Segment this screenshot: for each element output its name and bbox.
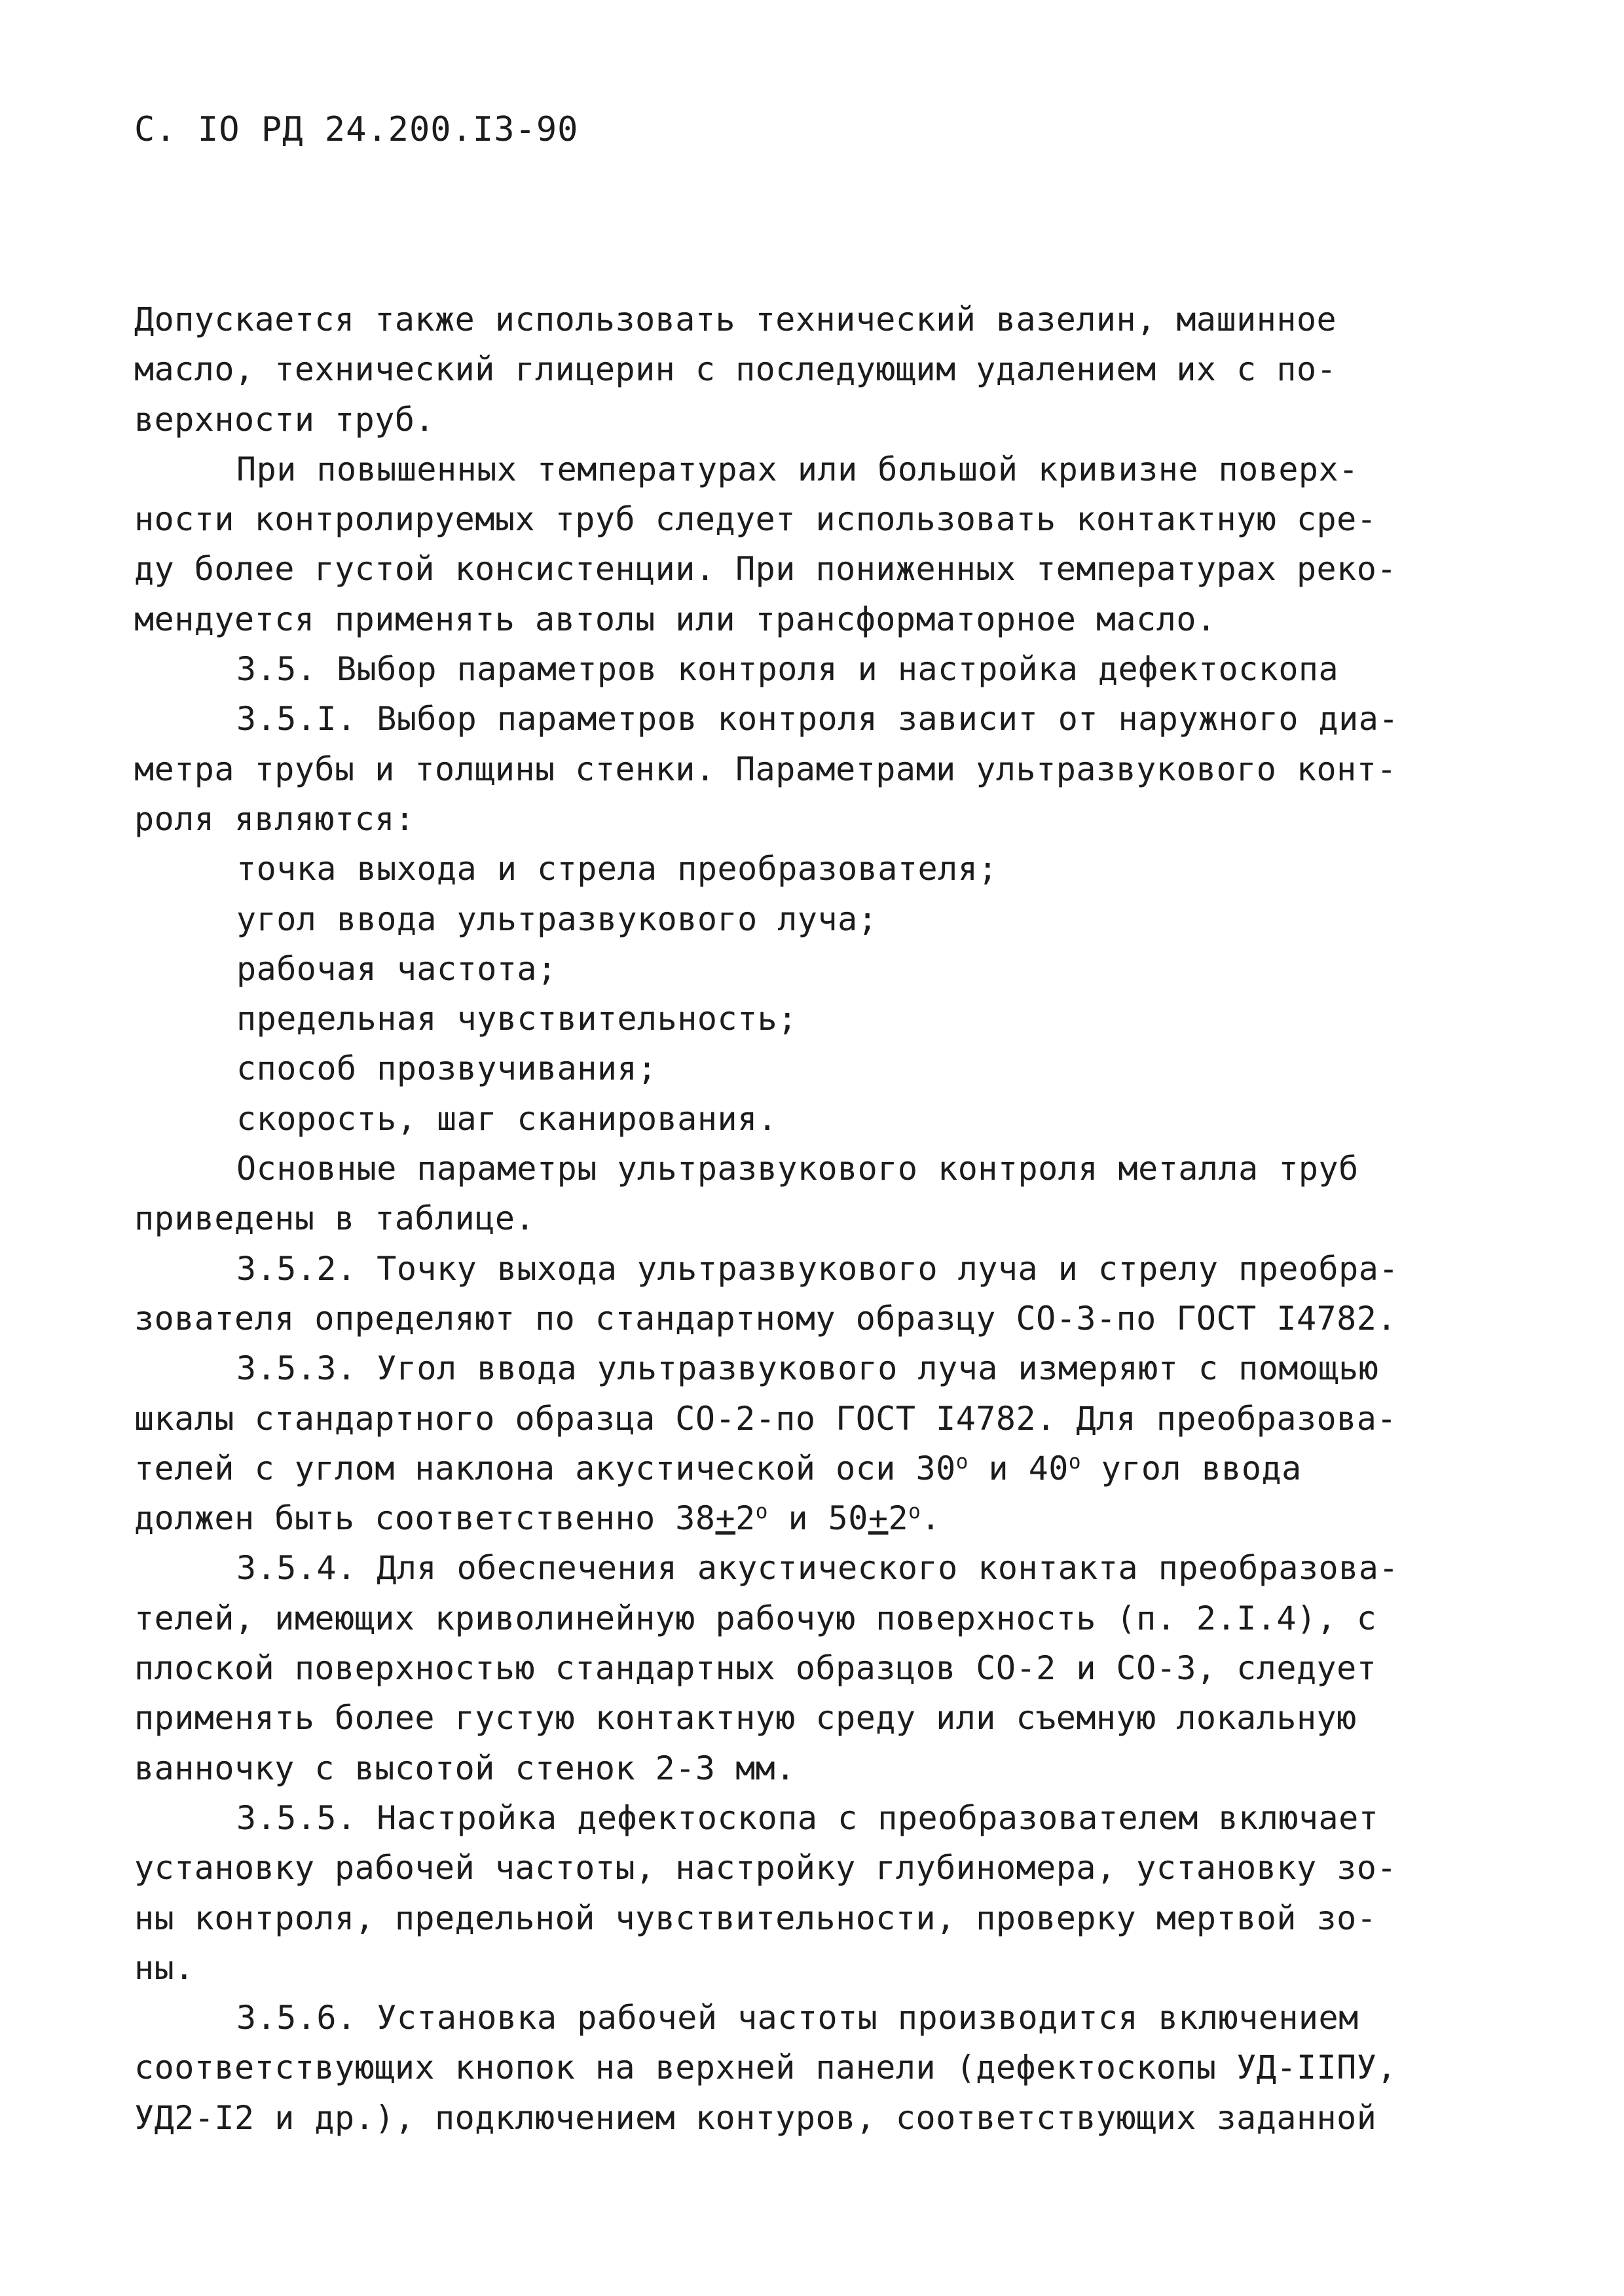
- text-line: зователя определяют по стандартному образцу СО-3-по ГОСТ I4782.: [134, 1299, 1397, 1338]
- text-line: установку рабочей частоты, настройку глубиномера, установку зо-: [134, 1849, 1397, 1887]
- text-line: телей, имеющих криволинейную рабочую поверхность (п. 2.I.4), с: [134, 1599, 1377, 1637]
- text-line: 3.5.3. Угол ввода ультразвукового луча измеряют с помощью: [236, 1349, 1379, 1388]
- text-line: приведены в таблице.: [134, 1199, 536, 1238]
- text-line: УД2-I2 и др.), подключением контуров, соответствующих заданной: [134, 2098, 1377, 2137]
- text-line: 3.5.5. Настройка дефектоскопа с преобразователем включает: [236, 1798, 1379, 1837]
- text-line: должен быть соответственно $38+2^о$ и $50+2^о$.: [134, 1499, 941, 1538]
- text-line: Основные параметры ультразвукового контроля металла труб: [236, 1150, 1359, 1188]
- text-line: точка выхода и стрела преобразователя;: [236, 850, 998, 888]
- body-text: [134, 295, 1444, 2143]
- text-line: ванночку с высотой стенок 2-3 мм.: [134, 1749, 796, 1787]
- text-line: масло, технический глицерин с последующим удалением их с по-: [134, 350, 1337, 389]
- text-line: 3.5.2. Точку выхода ультразвукового луча и стрелу преобра-: [236, 1249, 1399, 1288]
- text-line: 3.5.6. Установка рабочей частоты производится включением: [236, 1999, 1359, 2037]
- text-line: мендуется применять автолы или трансформаторное масло.: [134, 600, 1217, 638]
- text-line: ду более густой консистенции. При пониженных температурах реко-: [134, 550, 1397, 589]
- text-line: ны.: [134, 1948, 194, 1987]
- text-line: применять более густую контактную среду или съемную локальную: [134, 1699, 1357, 1738]
- text-line: 3.5.4. Для обеспечения акустического контакта преобразова-: [236, 1549, 1399, 1588]
- text-line: 3.5. Выбор параметров контроля и настройка дефектоскопа: [236, 650, 1339, 689]
- text-line: угол ввода ультразвукового луча;: [236, 900, 878, 938]
- text-line: способ прозвучивания;: [236, 1049, 657, 1088]
- text-line: предельная чувствительность;: [236, 1000, 798, 1038]
- text-line: скорость, шаг сканирования.: [236, 1099, 778, 1138]
- text-line: верхности труб.: [134, 400, 435, 439]
- text-line: соответствующих кнопок на верхней панели (дефектоскопы УД-IIПУ,: [134, 2049, 1397, 2087]
- page-header: С. IO РД 24.200.IЗ-90: [134, 110, 579, 149]
- text-line: роля являются:: [134, 799, 415, 838]
- text-line: Допускается также использовать технический вазелин, машинное: [134, 301, 1337, 338]
- text-line: метра трубы и толщины стенки. Параметрами ультразвукового конт-: [134, 750, 1397, 788]
- text-line: 3.5.I. Выбор параметров контроля зависит от наружного диа-: [236, 700, 1399, 738]
- text-line: телей с углом наклона акустической оси $30^о$ и $40^о$ угол ввода: [134, 1449, 1302, 1487]
- text-line: ны контроля, предельной чувствительности, проверку мертвой зо-: [134, 1899, 1377, 1937]
- text-line: ности контролируемых труб следует использовать контактную сре-: [134, 500, 1377, 539]
- text-line: При повышенных температурах или большой кривизне поверх-: [236, 450, 1359, 488]
- text-line: рабочая частота;: [236, 949, 557, 988]
- text-line: шкалы стандартного образца СО-2-по ГОСТ I4782. Для преобразова-: [134, 1399, 1397, 1438]
- text-line: плоской поверхностью стандартных образцов СО-2 и СО-3, следует: [134, 1649, 1377, 1688]
